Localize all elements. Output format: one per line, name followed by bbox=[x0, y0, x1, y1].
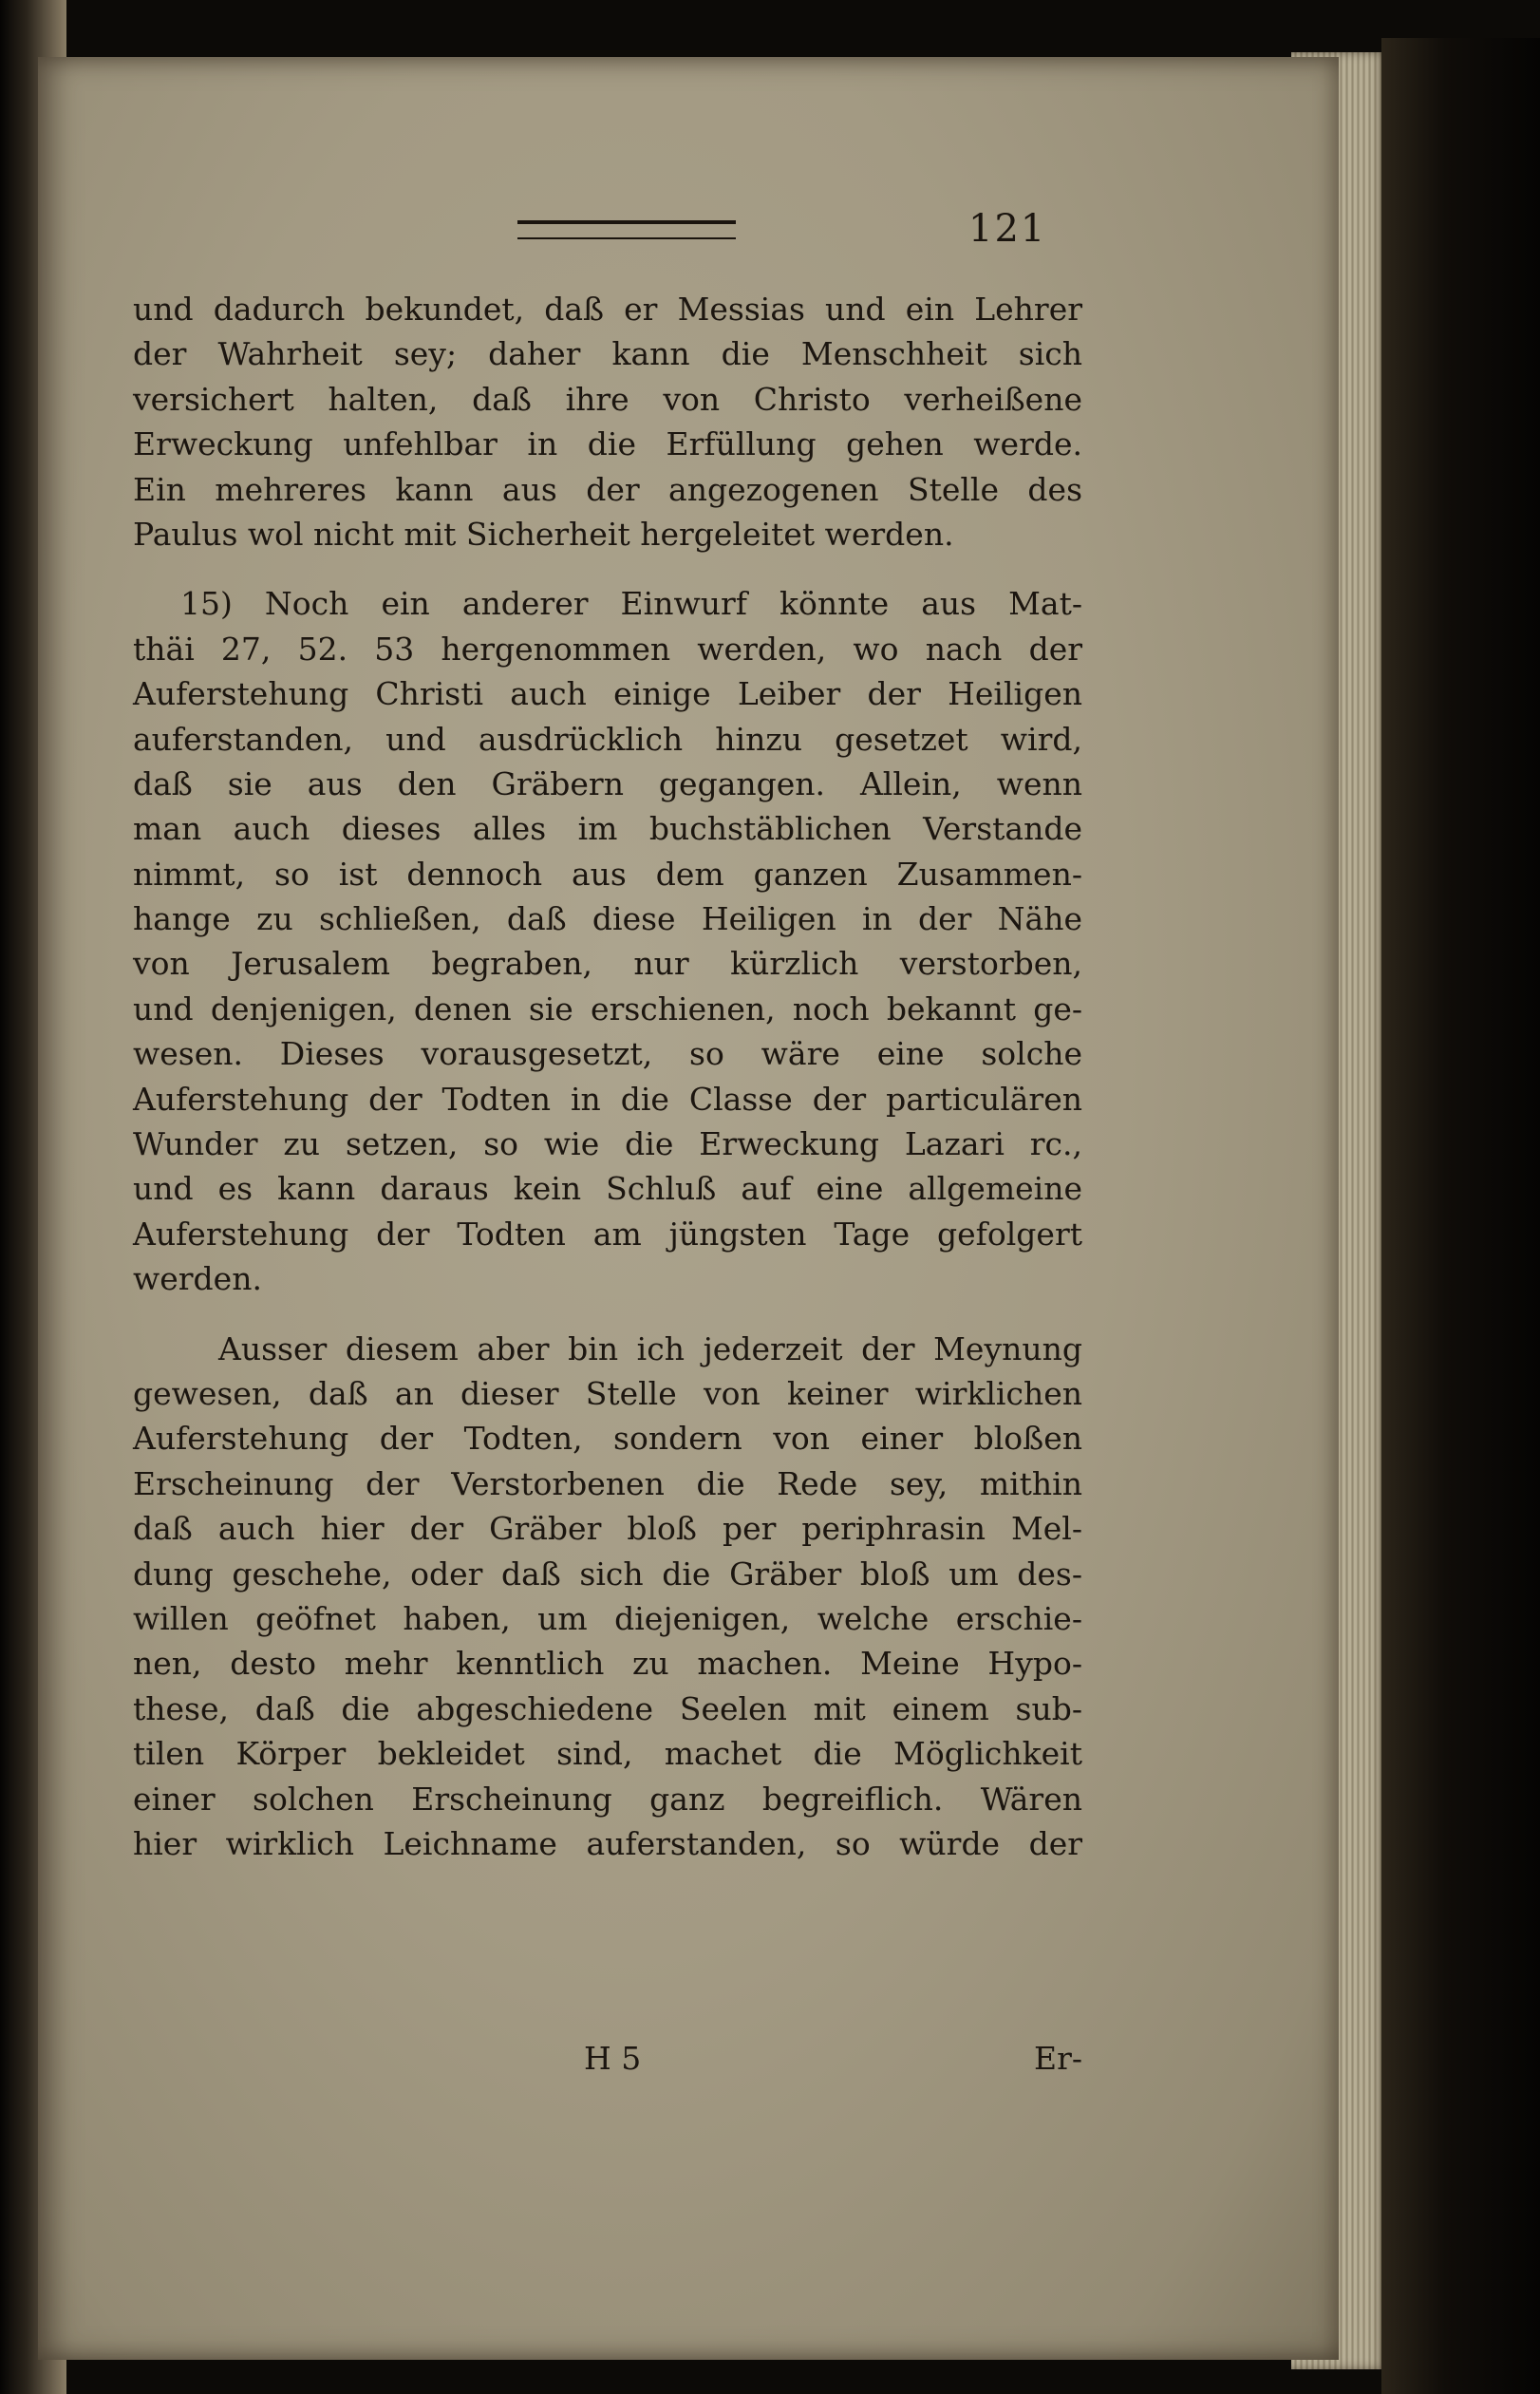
signature-mark: H 5 bbox=[584, 2040, 642, 2077]
text-line: und denjenigen, denen sie erschienen, noch bekannt ge- bbox=[133, 990, 1082, 1027]
paragraph bbox=[133, 581, 1082, 1301]
text-line: thäi 27, 52. 53 hergenommen werden, wo nach der bbox=[133, 630, 1082, 668]
text-line: auferstanden, und ausdrücklich hinzu gesetzet wird, bbox=[133, 720, 1082, 758]
text-line: Ein mehreres kann aus der angezogenen Stelle des bbox=[133, 470, 1082, 508]
text-line: 15) Noch ein anderer Einwurf könnte aus Mat- bbox=[180, 585, 1082, 623]
paragraph-gap bbox=[133, 1302, 1082, 1327]
text-line: werden. bbox=[133, 1260, 262, 1298]
text-line: und es kann daraus kein Schluß auf eine allgemeine bbox=[133, 1170, 1082, 1208]
catchword: Er- bbox=[1033, 2040, 1082, 2077]
paragraph bbox=[133, 1327, 1082, 1867]
page-footer bbox=[133, 2040, 1082, 2087]
text-line: versichert halten, daß ihre von Christo verheißene bbox=[133, 380, 1082, 418]
text-line: willen geöfnet haben, um diejenigen, welche erschie- bbox=[133, 1599, 1082, 1637]
text-line: these, daß die abgeschiedene Seelen mit einem sub- bbox=[133, 1689, 1082, 1727]
text-line: gewesen, daß an dieser Stelle von keiner wirklichen bbox=[133, 1374, 1082, 1412]
text-line: wesen. Dieses vorausgesetzt, so wäre eine solche bbox=[133, 1035, 1082, 1073]
text-line: Auferstehung der Todten, sondern von einer bloßen bbox=[133, 1420, 1082, 1458]
text-line: Paulus wol nicht mit Sicherheit hergeleitet werden. bbox=[133, 515, 954, 553]
text-line: dung geschehe, oder daß sich die Gräber bloß um des- bbox=[133, 1555, 1082, 1593]
page-number: 121 bbox=[968, 207, 1047, 251]
text-line: nen, desto mehr kenntlich zu machen. Meine Hypo- bbox=[133, 1645, 1082, 1683]
text-line: und dadurch bekundet, daß er Messias und ein Lehrer bbox=[133, 291, 1082, 328]
text-line: daß sie aus den Gräbern gegangen. Allein, wenn bbox=[133, 764, 1082, 802]
text-line: Wunder zu setzen, so wie die Erweckung Lazari rc., bbox=[133, 1125, 1082, 1163]
text-line: einer solchen Erscheinung ganz begreiflich. Wären bbox=[133, 1780, 1082, 1818]
paragraph-gap bbox=[133, 556, 1082, 581]
text-line: nimmt, so ist dennoch aus dem ganzen Zusammen- bbox=[133, 855, 1082, 893]
text-line: von Jerusalem begraben, nur kürzlich verstorben, bbox=[133, 945, 1082, 983]
text-line: man auch dieses alles im buchstäblichen Verstande bbox=[133, 810, 1082, 848]
background-right bbox=[1381, 38, 1540, 2394]
text-line: tilen Körper bekleidet sind, machet die Möglichkeit bbox=[133, 1735, 1082, 1773]
text-line: daß auch hier der Gräber bloß per periphrasin Mel- bbox=[133, 1510, 1082, 1548]
text-line: der Wahrheit sey; daher kann die Menschheit sich bbox=[133, 335, 1082, 373]
paragraph bbox=[133, 287, 1082, 556]
text-line: Auferstehung der Todten am jüngsten Tage gefolgert bbox=[133, 1215, 1082, 1253]
text-line: hier wirklich Leichname auferstanden, so würde der bbox=[133, 1824, 1082, 1862]
header-rule bbox=[517, 220, 736, 239]
text-line: Auferstehung der Todten in die Classe der particulären bbox=[133, 1080, 1082, 1118]
text-line: Ausser diesem aber bin ich jederzeit der Meynung bbox=[218, 1329, 1082, 1367]
text-line: Erscheinung der Verstorbenen die Rede sey, mithin bbox=[133, 1464, 1082, 1502]
text-line: Erweckung unfehlbar in die Erfüllung gehen werde. bbox=[133, 425, 1082, 463]
text-line: hange zu schließen, daß diese Heiligen in der Nähe bbox=[133, 900, 1082, 938]
body-text bbox=[133, 287, 1082, 1866]
text-line: Auferstehung Christi auch einige Leiber der Heiligen bbox=[133, 675, 1082, 713]
